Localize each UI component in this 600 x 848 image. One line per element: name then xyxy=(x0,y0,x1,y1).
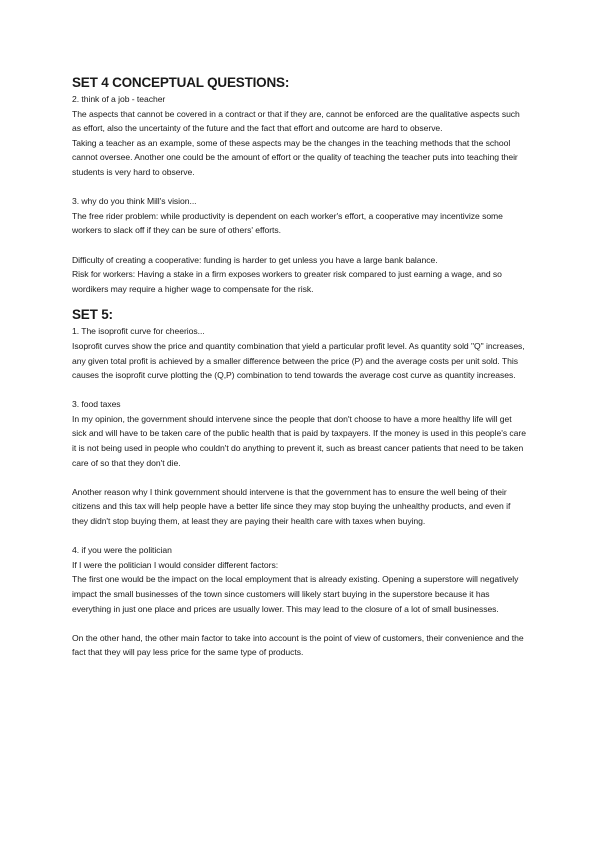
set5-q1-title: 1. The isoprofit curve for cheerios... xyxy=(72,326,205,337)
set5-heading: SET 5: xyxy=(72,307,113,323)
set4-q3-title: 3. why do you think Mill's vision... xyxy=(72,196,197,207)
set4-q3-paragraph-1: The free rider problem: while productivity is dependent on each worker's effort, a cooperative may incentivize some workers to slack off if they can be sure of others' efforts. xyxy=(72,210,503,236)
set5-q4-title: 4. if you were the politician xyxy=(72,545,172,556)
spacer xyxy=(72,238,528,253)
set5-q3-paragraph-2: Another reason why I think government should intervene is that the government has to ensure the well being of their citizens and this tax will help people have a better life since they may stop buying the unhealthy products, and even if they didn't stop buying them, at least they are paying their health care with taxes when buying. xyxy=(72,486,511,527)
spacer xyxy=(72,383,528,398)
set5-q1-paragraph-1: Isoprofit curves show the price and quantity combination that yield a particular profit level. As quantity sold "Q" increases, any given total profit is achieved by a smaller difference between the price (P) and the average costs per unit sold. This causes the isoprofit curve plotting the (Q,P) combination to tend towards the average cost curve as quantity increases. xyxy=(72,340,525,381)
set4-q2-paragraph-2: Taking a teacher as an example, some of these aspects may be the changes in the teaching methods that the school cannot oversee. Another one could be the amount of effort or the quality of teaching the teacher puts into teaching their students is very hard to observe. xyxy=(72,137,518,177)
spacer xyxy=(72,470,528,485)
spacer xyxy=(72,180,528,195)
set5-q3-paragraph-1: In my opinion, the government should intervene since the people that don't choose to have a more healthy life will get sick and will have to be taken care of the public health that is paid by taxpayers. If the money is used in this people's care it is not being used in people who couldn't do anything to prevent it, such as breast cancer patients that need to be taken care of so that they don't die. xyxy=(72,413,526,468)
set5-q3-title: 3. food taxes xyxy=(72,399,121,410)
set5-q4-paragraph-1: If I were the politician I would consider different factors: xyxy=(72,559,279,570)
set4-q2-title: 2. think of a job - teacher xyxy=(72,94,166,104)
set5-q4-paragraph-3: On the other hand, the other main factor to take into account is the point of view of customers, their convenience and the fact that they will pay less price for the same type of products. xyxy=(72,632,524,658)
set5-q4-paragraph-2: The first one would be the impact on the local employment that is already existing. Opening a superstore will negatively impact the small businesses of the town since customers will likely start buying in the superstore because it has everything in just one place and prices are usually lower. This may lead to the closure of a lot of small businesses. xyxy=(72,574,519,614)
set4-q3-paragraph-3: Risk for workers: Having a stake in a firm exposes workers to greater risk compared to just earning a wage, and so wordikers may require a higher wage to compensate for the risk. xyxy=(72,269,502,294)
set4-q3-paragraph-2: Difficulty of creating a cooperative: funding is harder to get unless you have a large bank balance. xyxy=(72,254,438,265)
set4-q2-paragraph-1: The aspects that cannot be covered in a contract or that if they are, cannot be enforced are the qualitative aspects such as effort, also the uncertainty of the future and the fact that effort and outcome are hard to observe. xyxy=(72,108,520,134)
spacer xyxy=(72,616,528,631)
spacer xyxy=(72,529,528,544)
set4-heading: SET 4 CONCEPTUAL QUESTIONS: xyxy=(72,75,290,90)
